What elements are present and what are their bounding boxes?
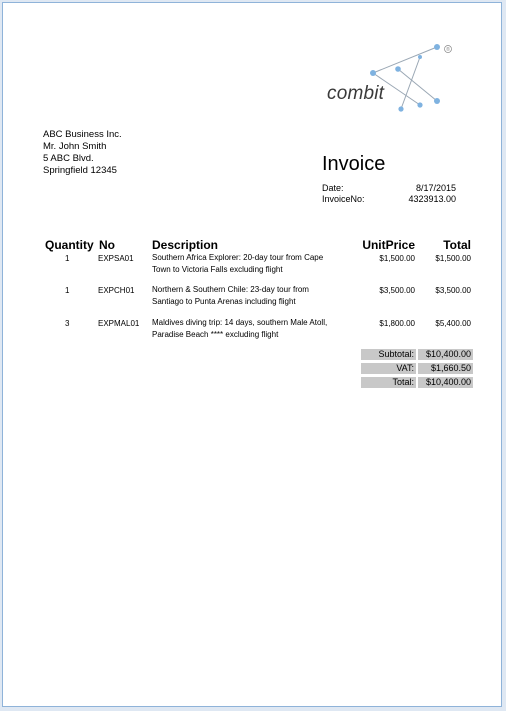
row-unit-price: $1,800.00 xyxy=(379,319,415,328)
invoice-meta xyxy=(322,183,456,205)
row-description-line: Southern Africa Explorer: 20-day tour from Cape xyxy=(152,253,324,262)
header-total: Total xyxy=(443,238,471,252)
row-unit-price: $3,500.00 xyxy=(379,286,415,295)
city: Springfield 12345 xyxy=(43,165,117,176)
header-no: No xyxy=(99,238,115,252)
row-description-line: Town to Victoria Falls excluding flight xyxy=(152,264,283,274)
row-description xyxy=(152,317,357,340)
logo-wordmark: combit xyxy=(327,83,385,104)
total-label: Total: xyxy=(361,377,416,388)
invoice-number-value: 4323913.00 xyxy=(408,194,456,204)
row-total: $1,500.00 xyxy=(435,254,471,263)
vat-value: $1,660.50 xyxy=(418,363,473,374)
row-total: $3,500.00 xyxy=(435,286,471,295)
recipient-address xyxy=(43,129,122,177)
header-quantity: Quantity xyxy=(45,238,94,252)
row-quantity: 1 xyxy=(65,286,70,295)
invoice-page xyxy=(2,2,502,707)
company-name: ABC Business Inc. xyxy=(43,129,122,140)
row-no: EXPMAL01 xyxy=(98,319,140,328)
street: 5 ABC Blvd. xyxy=(43,153,94,164)
header-unit-price: UnitPrice xyxy=(362,238,415,252)
subtotal-value: $10,400.00 xyxy=(418,349,473,360)
row-description xyxy=(152,284,357,307)
date-label: Date: xyxy=(322,183,344,193)
invoice-title: Invoice xyxy=(322,153,386,175)
header-description: Description xyxy=(152,238,219,252)
registered-mark: ® xyxy=(446,47,450,53)
subtotal-label: Subtotal: xyxy=(361,349,416,360)
row-description-line: Santiago to Punta Arenas including flight xyxy=(152,296,296,306)
row-description xyxy=(152,252,357,275)
row-total: $5,400.00 xyxy=(435,319,471,328)
row-unit-price: $1,500.00 xyxy=(379,254,415,263)
row-quantity: 3 xyxy=(65,319,70,328)
invoice-number-label: InvoiceNo: xyxy=(322,194,365,204)
contact-name: Mr. John Smith xyxy=(43,141,107,152)
date-value: 8/17/2015 xyxy=(415,183,456,193)
total-value: $10,400.00 xyxy=(418,377,473,388)
row-no: EXPCH01 xyxy=(98,286,135,295)
row-description-line: Northern & Southern Chile: 23-day tour from xyxy=(152,285,309,294)
vat-label: VAT: xyxy=(361,363,416,374)
row-description-line: Paradise Beach **** excluding flight xyxy=(152,329,279,339)
row-quantity: 1 xyxy=(65,254,70,263)
row-description-line: Maldives diving trip: 14 days, southern Male Atoll, xyxy=(152,318,328,327)
row-no: EXPSA01 xyxy=(98,254,134,263)
